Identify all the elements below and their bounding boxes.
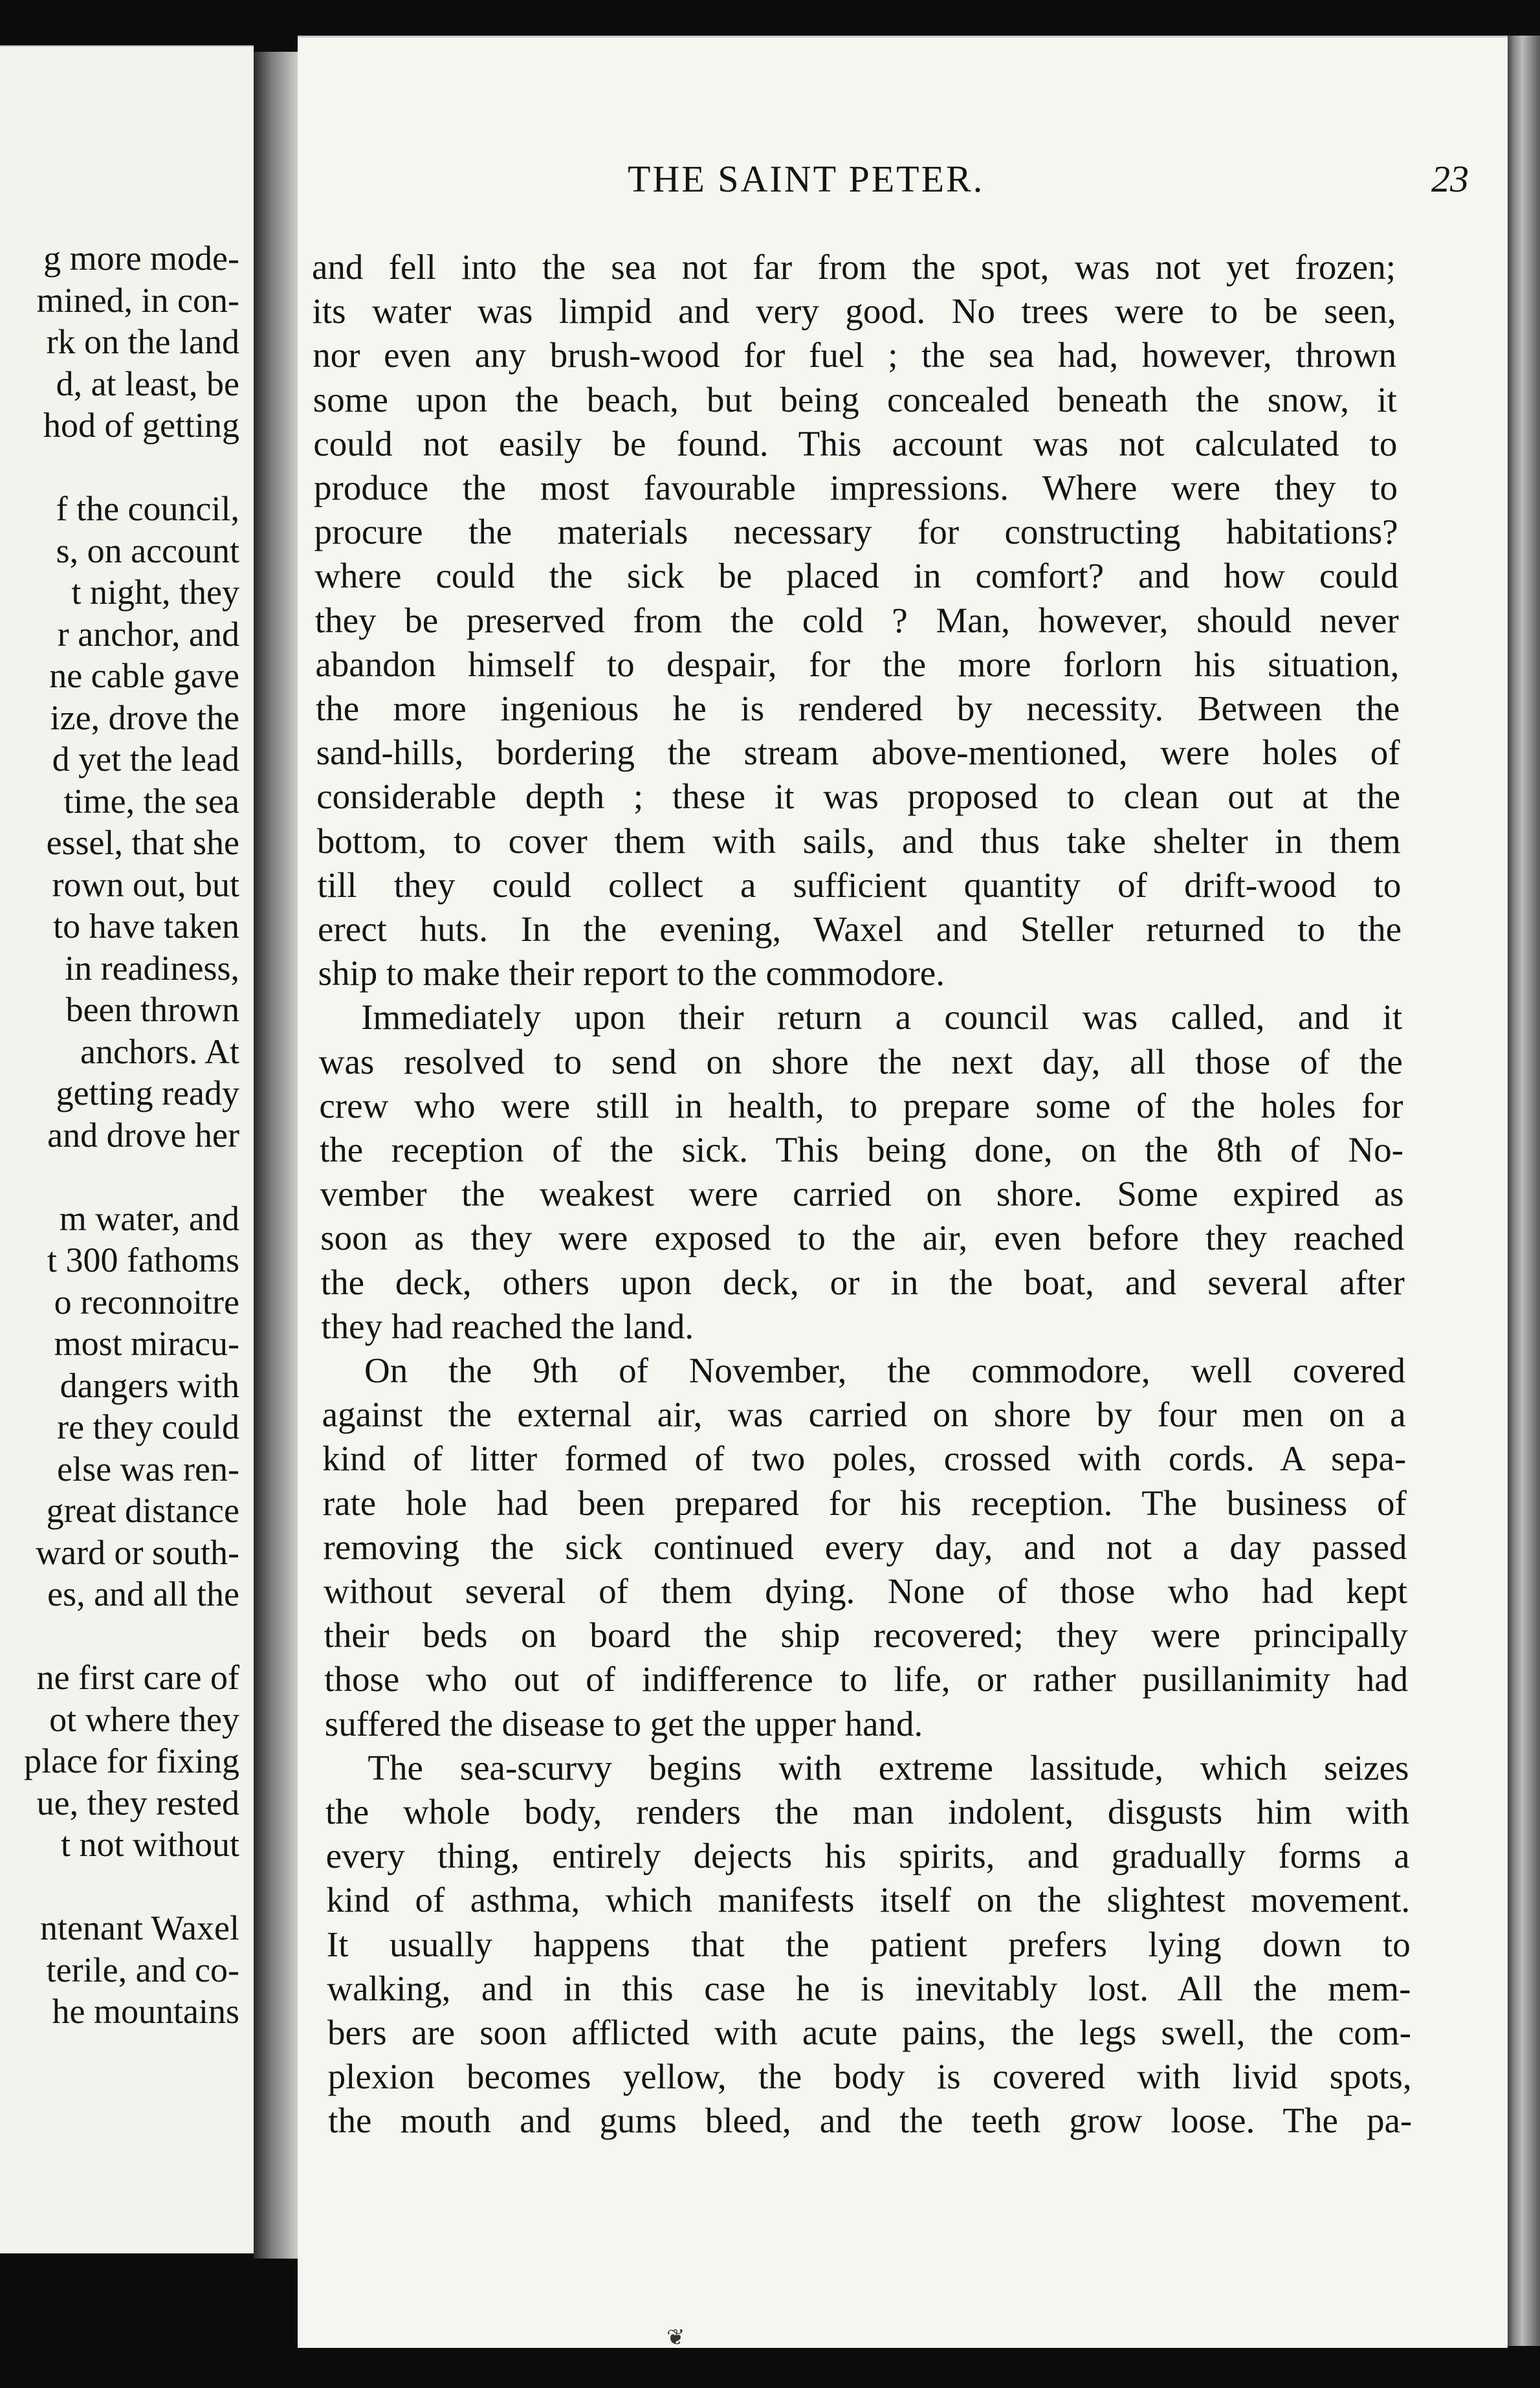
text-line: rate hole had been prepared for his reception. The business of	[322, 1483, 1407, 1523]
facing-page-line: been thrown	[65, 990, 239, 1029]
facing-page-line: ntenant Waxel	[39, 1908, 239, 1947]
facing-page-line: essel, that she	[46, 823, 239, 862]
text-line: the deck, others upon deck, or in the boat, and several after	[320, 1262, 1405, 1302]
text-line: the reception of the sick. This being done, on the 8th of No-	[320, 1130, 1403, 1169]
text-line: removing the sick continued every day, and not a day passed	[323, 1527, 1407, 1567]
facing-page-line: most miracu-	[54, 1324, 239, 1363]
facing-page-line: getting ready	[56, 1074, 239, 1112]
text-line: the more ingenious he is rendered by necessity. Between the	[316, 689, 1400, 728]
text-line: ship to make their report to the commodore.	[318, 953, 945, 993]
text-line: they had reached the land.	[321, 1306, 694, 1346]
facing-page-line: t night, they	[71, 573, 239, 612]
text-line: those who out of indifference to life, or rather pusillanimity had	[324, 1659, 1409, 1699]
text-line: The sea-scurvy begins with extreme lassitude, which seizes	[368, 1747, 1409, 1787]
facing-page-line: f the council,	[56, 489, 239, 528]
facing-page-line: ne first care of	[36, 1658, 239, 1697]
text-line: erect huts. In the evening, Waxel and Steller returned to the	[318, 909, 1402, 949]
text-line: nor even any brush-wood for fuel ; the sea had, however, thrown	[313, 335, 1397, 375]
facing-page-line: great distance	[46, 1491, 239, 1530]
facing-page-line: o reconnoitre	[54, 1282, 239, 1321]
text-line: abandon himself to despair, for the more forlorn his situation,	[315, 644, 1400, 684]
text-line: till they could collect a sufficient quantity of drift-wood to	[317, 865, 1402, 905]
facing-page-line: anchors. At	[80, 1032, 239, 1071]
text-line: kind of litter formed of two poles, crossed with cords. A sepa-	[322, 1439, 1407, 1479]
facing-page-line: place for fixing	[24, 1741, 239, 1780]
text-line: was resolved to send on shore the next day, all those of the	[318, 1041, 1403, 1081]
text-line: where could the sick be placed in comfort? and how could	[314, 556, 1399, 596]
facing-page-line: m water, and	[59, 1199, 239, 1238]
facing-page-line: to have taken	[53, 907, 239, 945]
facing-page-line: in readiness,	[65, 948, 239, 988]
text-line: could not easily be found. This account was not calculated to	[313, 423, 1398, 463]
facing-page-fragment	[0, 45, 254, 2253]
text-line: sand-hills, bordering the stream above-mentioned, were holes of	[316, 733, 1400, 773]
facing-page-line: t 300 fathoms	[47, 1241, 239, 1279]
facing-page-line: r anchor, and	[57, 614, 239, 654]
facing-page-line: d, at least, be	[56, 364, 239, 403]
facing-page-line: ne cable gave	[49, 656, 239, 695]
page-number: 23	[1431, 158, 1469, 200]
facing-page-line: t not without	[60, 1825, 239, 1864]
text-line: It usually happens that the patient prefers lying down to	[326, 1924, 1411, 1964]
text-line: Immediately upon their return a council was called, and it	[361, 997, 1403, 1037]
text-line: every thing, entirely dejects his spirits, and gradually forms a	[325, 1836, 1410, 1876]
facing-page-line: g more mode-	[43, 239, 239, 278]
facing-page-line: re they could	[57, 1408, 239, 1446]
text-line: some upon the beach, but being concealed beneath the snow, it	[313, 379, 1397, 419]
text-line: the whole body, renders the man indolent, disgusts him with	[325, 1792, 1409, 1831]
text-line: they be preserved from the cold ? Man, however, should never	[314, 600, 1399, 640]
text-line: kind of asthma, which manifests itself on the slightest movement.	[326, 1880, 1411, 1920]
text-line: the mouth and gums bleed, and the teeth grow loose. The pa-	[328, 2101, 1413, 2141]
facing-page-line: s, on account	[56, 531, 239, 570]
text-line: without several of them dying. None of those who had kept	[324, 1571, 1407, 1611]
text-line: their beds on board the ship recovered; they were principally	[324, 1615, 1408, 1655]
text-line: vember the weakest were carried on shore. Some expired as	[320, 1174, 1404, 1214]
facing-page-line: rk on the land	[46, 322, 239, 361]
text-line: soon as they were exposed to the air, even before they reached	[320, 1218, 1405, 1258]
text-line: its water was limpid and very good. No trees were to be seen,	[312, 291, 1396, 331]
facing-page-line: time, the sea	[63, 781, 239, 821]
page-edge	[1508, 36, 1540, 2346]
facing-page-line: and drove her	[47, 1115, 239, 1155]
text-line: plexion becomes yellow, the body is covered with livid spots,	[327, 2057, 1412, 2097]
text-line: procure the materials necessary for constructing habitations?	[314, 512, 1398, 552]
facing-page-line: mined, in con-	[36, 280, 239, 320]
text-line: bottom, to cover them with sails, and thus take shelter in them	[316, 821, 1401, 861]
facing-page-line: he mountains	[52, 1992, 239, 2031]
facing-page-line: hod of getting	[43, 406, 239, 445]
book-page	[298, 36, 1508, 2348]
text-line: against the external air, was carried on shore by four men on a	[322, 1395, 1406, 1435]
running-head	[298, 157, 1508, 209]
facing-page-line: ot where they	[49, 1699, 239, 1739]
text-line: considerable depth ; these it was proposed to clean out at the	[316, 777, 1401, 817]
running-head-title: THE SAINT PETER.	[628, 158, 985, 200]
text-line: suffered the disease to get the upper hand.	[324, 1703, 923, 1743]
facing-page-line: es, and all the	[47, 1575, 239, 1613]
text-line: bers are soon afflicted with acute pains, the legs swell, the com-	[327, 2013, 1411, 2052]
facing-page-line: terile, and co-	[46, 1950, 239, 1989]
text-line: On the 9th of November, the commodore, well covered	[364, 1351, 1405, 1390]
text-line: and fell into the sea not far from the spot, was not yet frozen;	[312, 247, 1396, 287]
text-line: produce the most favourable impressions. Where were they to	[314, 468, 1398, 507]
text-line: walking, and in this case he is inevitably lost. All the mem-	[327, 1968, 1411, 2008]
text-line: crew who were still in health, to prepare some of the holes for	[319, 1085, 1403, 1125]
facing-page-line: ize, drove the	[50, 698, 239, 737]
facing-page-line: dangers with	[60, 1365, 239, 1405]
facing-page-line: ward or south-	[36, 1532, 239, 1572]
facing-page-line: rown out, but	[52, 865, 239, 904]
printer-ornament: ❦	[666, 2326, 685, 2350]
facing-page-line: else was ren-	[57, 1449, 239, 1488]
facing-page-line: d yet the lead	[52, 740, 239, 779]
facing-page-line: ue, they rested	[36, 1783, 239, 1822]
